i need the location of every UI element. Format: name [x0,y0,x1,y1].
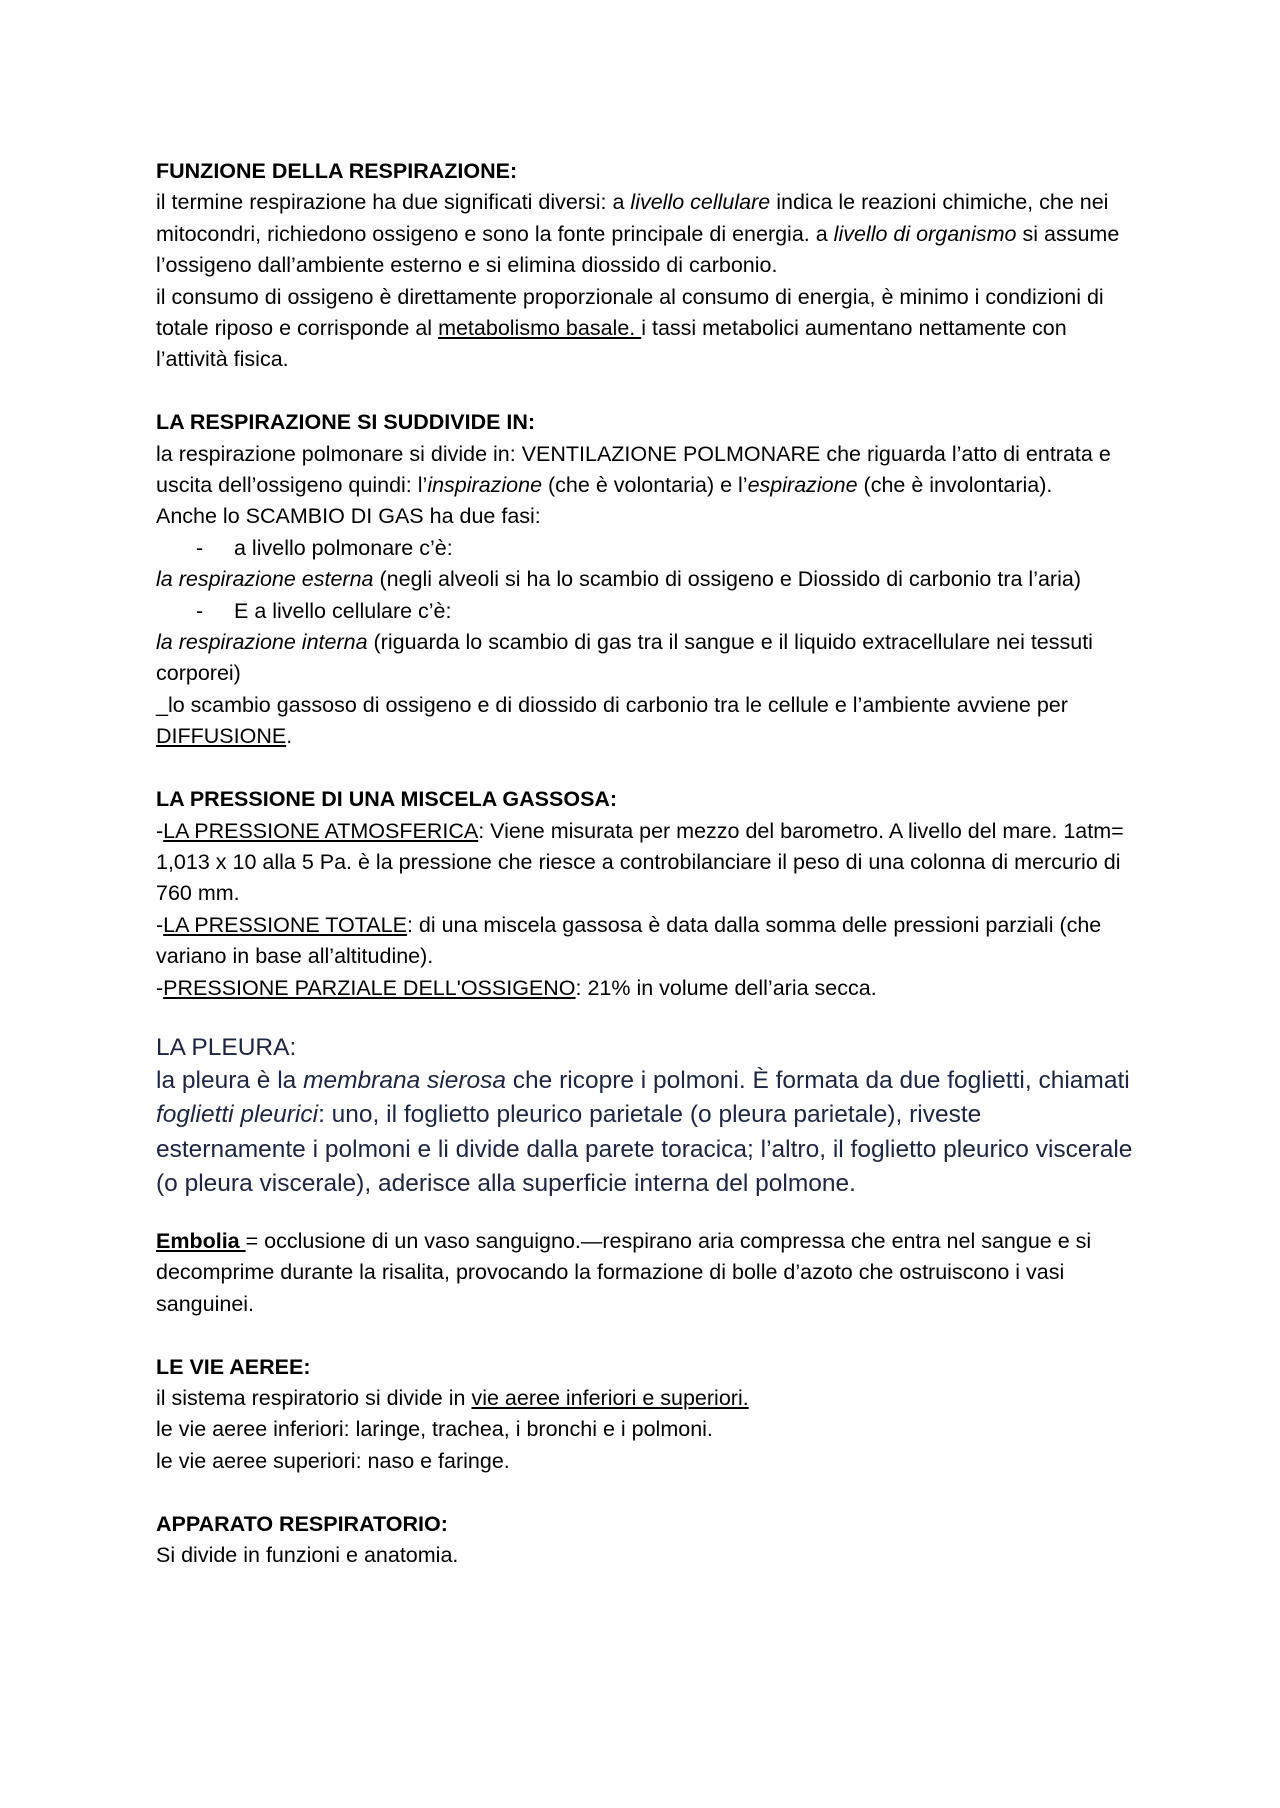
paragraph-vie-superiori: le vie aeree superiori: naso e faringe. [156,1448,510,1473]
paragraph-respirazione-significati [156,187,1136,281]
underlined-metabolismo-basale: metabolismo basale. [438,316,642,341]
text-span: - [156,975,164,1000]
paragraph-diffusione [156,690,1136,753]
spacer [156,1477,1136,1508]
paragraph-scambio-gas: Anche lo SCAMBIO DI GAS ha due fasi: [156,504,541,529]
text-span: la pleura è la [156,1066,304,1094]
text-span: = occlusione di un vaso sanguigno.—respirano aria compressa che entra nel sangue e si decomprime durante la risalita, provocando la formazione di bolle d’azoto che ostruiscono i vasi sanguinei. [156,1228,1092,1316]
underlined-vie-aeree: vie aeree inferiori e superiori. [471,1385,749,1410]
italic-membrana-sierosa: membrana sierosa [303,1066,506,1094]
text-span: - [156,912,164,937]
heading-vie-aeree: LE VIE AEREE: [156,1354,311,1379]
heading-pressione-miscela: LA PRESSIONE DI UNA MISCELA GASSOSA: [156,787,618,812]
bullet-dash: - [196,535,204,560]
text-span: indica le reazioni chimiche, che nei mitocondri, richiedono ossigeno e sono la fonte principale di energia. a [156,190,1109,246]
italic-livello-cellulare: livello cellulare [630,190,771,215]
text-span: _lo scambio gassoso di ossigeno e di diossido di carbonio tra le cellule e l’ambiente avviene per [156,692,1068,717]
bullet-dash: - [196,598,204,623]
spacer [156,1202,1136,1226]
spacer [156,753,1136,784]
text-span: - [156,818,164,843]
bold-underlined-embolia: Embolia [156,1228,246,1253]
paragraph-pressione-totale [156,910,1136,973]
paragraph-pleura [156,1064,1136,1202]
bullet-livello-polmonare [156,533,1136,564]
spacer [156,376,1136,407]
text-span: : uno, il foglietto pleurico parietale (o pleura parietale), riveste esternamente i polmoni e li divide dalla parete toracica; l’altro, il foglietto pleurico viscerale (o pleura viscerale), aderisce alla superficie interna del polmone. [156,1101,1133,1198]
bullet-text: E a livello cellulare c’è: [234,598,452,623]
heading-suddivide: LA RESPIRAZIONE SI SUDDIVIDE IN: [156,410,536,435]
underlined-diffusione: DIFFUSIONE [156,724,287,749]
heading-pleura: LA PLEURA: [156,1033,297,1061]
paragraph-sistema-respiratorio [156,1383,1136,1414]
bullet-text: a livello polmonare c’è: [234,535,453,560]
text-span: . [286,724,293,749]
heading-apparato: APPARATO RESPIRATORIO: [156,1511,448,1536]
text-span: il sistema respiratorio si divide in [156,1385,472,1410]
paragraph-consumo-ossigeno [156,282,1136,376]
heading-funzione: FUNZIONE DELLA RESPIRAZIONE: [156,159,518,183]
italic-respirazione-interna: la respirazione interna [156,630,368,655]
text-span: il termine respirazione ha due significati diversi: a [156,190,631,215]
text-span: si assume l’ossigeno dall’ambiente esterno e si elimina diossido di carbonio. [156,221,1120,278]
paragraph-embolia [156,1226,1136,1320]
text-span: (che è involontaria). [857,473,1053,498]
italic-foglietti-pleurici: foglietti pleurici [156,1101,319,1129]
text-span: (negli alveoli si ha lo scambio di ossigeno e Diossido di carbonio tra l’aria) [373,567,1081,592]
paragraph-pressione-atmosferica [156,816,1136,910]
italic-inspirazione: inspirazione [427,473,543,498]
bullet-livello-cellulare [156,596,1136,627]
text-span: che ricopre i polmoni. È formata da due foglietti, chiamati [506,1066,1130,1094]
text-span: il consumo di ossigeno è direttamente proporzionale al consumo di energia, è minimo i condizioni di totale riposo e corrisponde al [156,284,1104,341]
spacer [156,1320,1136,1351]
italic-livello-organismo: livello di organismo [833,221,1017,246]
underlined-pressione-atmosferica: LA PRESSIONE ATMOSFERICA [163,818,479,843]
text-span: : 21% in volume dell’aria secca. [575,975,877,1000]
underlined-pressione-totale: LA PRESSIONE TOTALE [163,912,407,937]
text-span: : Viene misurata per mezzo del barometro. A livello del mare. 1atm= 1,013 x 10 alla 5 Pa. è la pressione che riesce a controbilanciare il peso di una colonna di mercurio di 760 mm. [156,818,1124,906]
underlined-pressione-parziale: PRESSIONE PARZIALE DELL'OSSIGENO [163,975,576,1000]
text-span: : di una miscela gassosa è data dalla somma delle pressioni parziali (che variano in base all’altitudine). [156,912,1102,969]
paragraph-respirazione-esterna [156,564,1136,595]
paragraph-apparato: Si divide in funzioni e anatomia. [156,1542,459,1567]
text-span: (che è volontaria) e l’ [542,473,748,498]
italic-respirazione-esterna: la respirazione esterna [156,567,374,592]
text-span: i tassi metabolici aumentano nettamente con l’attività fisica. [156,316,1067,372]
paragraph-ventilazione [156,439,1136,502]
text-span: (riguarda lo scambio di gas tra il sangue e il liquido extracellulare nei tessuti corporei) [156,630,1093,686]
spacer [156,1004,1136,1028]
text-span: la respirazione polmonare si divide in: VENTILAZIONE POLMONARE che riguarda l’atto di entrata e uscita dell’ossigeno quindi: l’ [156,441,1111,498]
italic-espirazione: espirazione [747,473,858,498]
paragraph-respirazione-interna [156,627,1136,690]
document-page [156,156,1136,1571]
paragraph-pressione-parziale [156,973,1136,1004]
paragraph-vie-inferiori: le vie aeree inferiori: laringe, trachea, i bronchi e i polmoni. [156,1417,713,1442]
